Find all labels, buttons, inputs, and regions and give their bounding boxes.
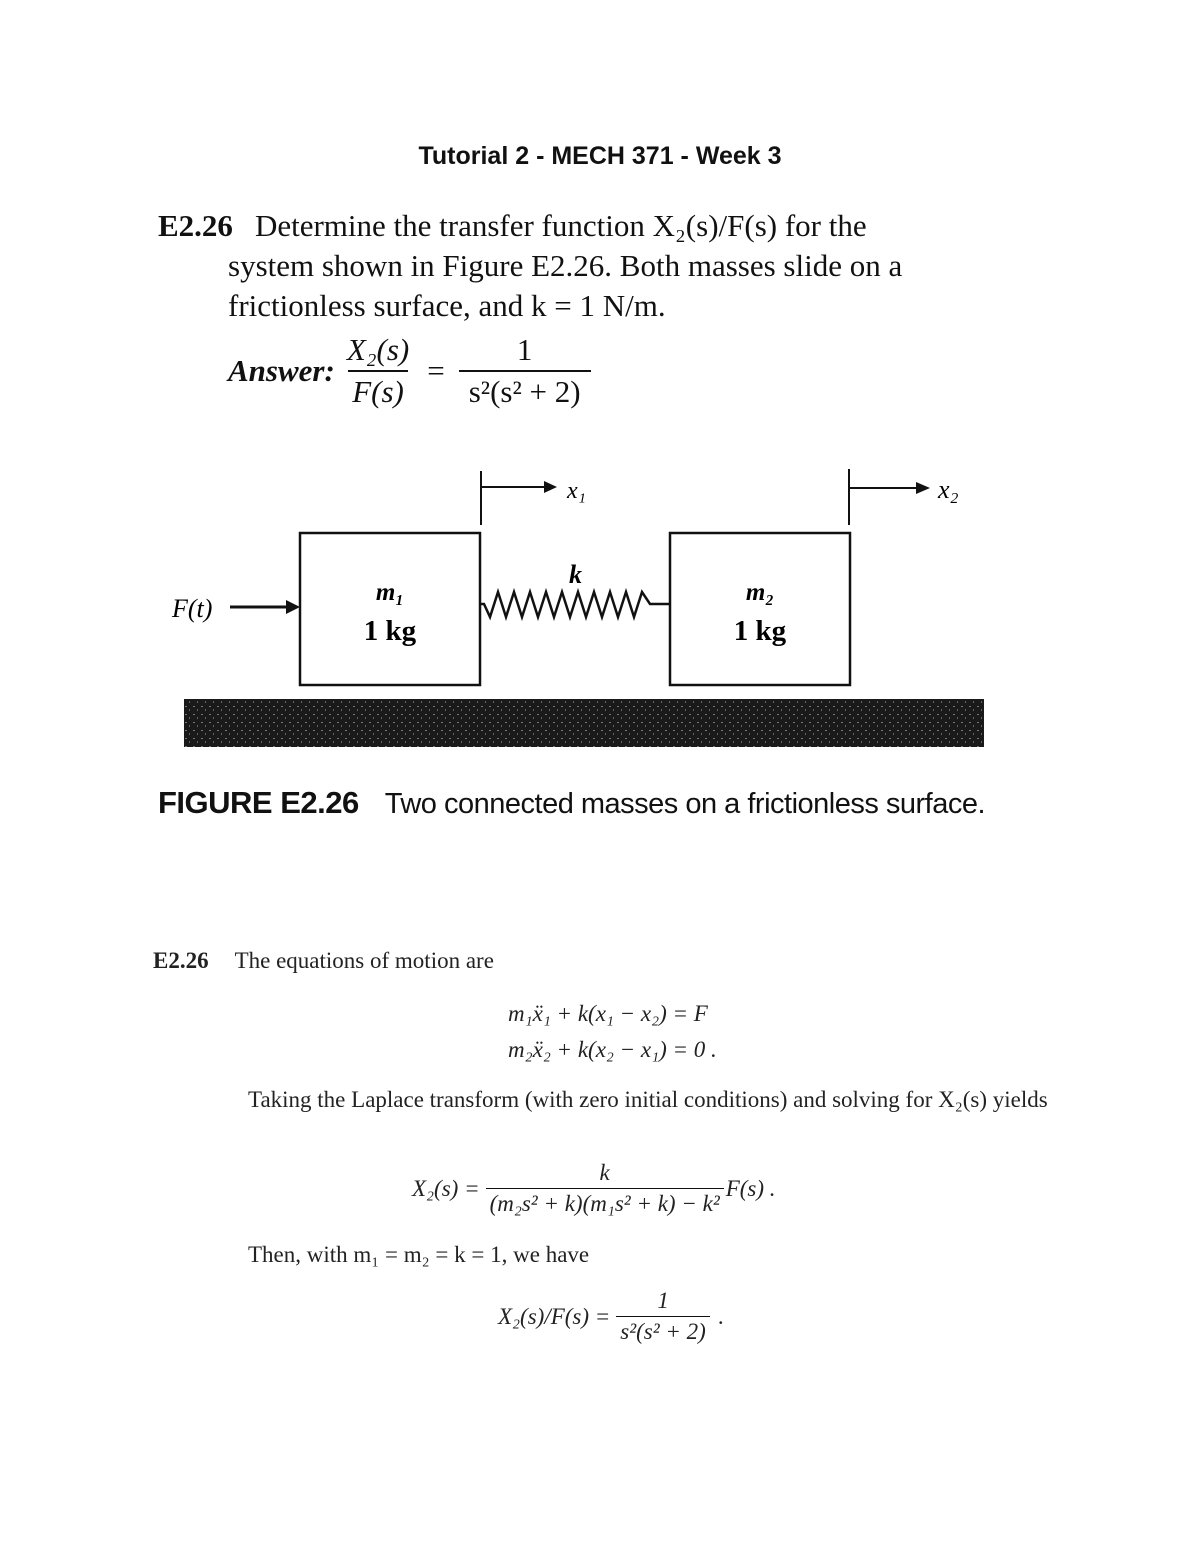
equations-of-motion [508,996,717,1068]
page-title: Tutorial 2 - MECH 371 - Week 3 [418,142,782,170]
problem-line-3: frictionless surface, and k = 1 N/m. [228,288,666,323]
solution-number: E2.26 [153,948,209,973]
x2-equation-fraction [486,1160,724,1217]
x2-arrow-head [916,482,930,494]
final-equation-numerator: 1 [657,1288,669,1313]
answer-rhs-numerator: 1 [516,332,533,367]
force-arrow-head [286,600,300,614]
solution-intro-text: The equations of motion are [234,948,494,973]
figure-caption [158,784,1038,823]
answer-equals: = [427,353,445,388]
spring [480,592,670,617]
mass-1-value: 1 kg [363,615,417,647]
figure-label: FIGURE E2.26 [158,785,359,820]
ground-surface [184,699,984,747]
mass-1-name: m₁ [375,579,405,606]
mass-2-block [670,533,850,685]
mass-1-block [300,533,480,685]
equation-of-motion-2: m₂ẍ₂ + k(x₂ − x₁) = 0 . [508,1037,717,1062]
answer-rhs-denominator: s²(s² + 2) [459,370,591,410]
problem-number: E2.26 [158,208,233,243]
mass-2-value: 1 kg [733,615,787,647]
x2-equation [412,1160,776,1217]
final-equation-denominator: s²(s² + 2) [616,1316,710,1345]
final-equation-lhs: X₂(s)/F(s) = [498,1303,611,1329]
x2-equation-denominator: (m₂s² + k)(m₁s² + k) − k² [486,1188,724,1217]
final-equation-tail: . [717,1303,724,1329]
x2-label: x₂ [938,475,959,504]
answer-lhs-numerator: X₂(s) [346,332,410,367]
x1-label: x₁ [567,478,586,504]
x1-arrow-head [544,481,557,493]
final-equation-fraction [616,1288,710,1345]
laplace-paragraph: Taking the Laplace transform (with zero initial conditions) and solving for X₂(s) yields [248,1087,1048,1112]
solution-intro [153,948,494,974]
x2-equation-lhs: X₂(s) = [412,1175,480,1201]
figure-caption-text: Two connected masses on a frictionless surface. [384,788,986,820]
problem-line-1: Determine the transfer function X₂(s)/F(s) for the [254,208,867,243]
mass-2-name: m₂ [745,579,775,606]
final-equation [498,1288,724,1345]
then-paragraph: Then, with m₁ = m₂ = k = 1, we have [248,1242,590,1267]
answer-lhs-denominator: F(s) [348,370,408,410]
x2-equation-tail: F(s) . [725,1175,776,1201]
x2-equation-numerator: k [599,1160,610,1185]
force-label: F(t) [172,594,213,623]
spring-label: k [569,560,582,589]
problem-line-2: system shown in Figure E2.26. Both masses slide on a [228,248,903,283]
answer-label: Answer: [228,353,335,388]
equation-of-motion-1: m₁ẍ₁ + k(x₁ − x₂) = F [508,1001,708,1026]
